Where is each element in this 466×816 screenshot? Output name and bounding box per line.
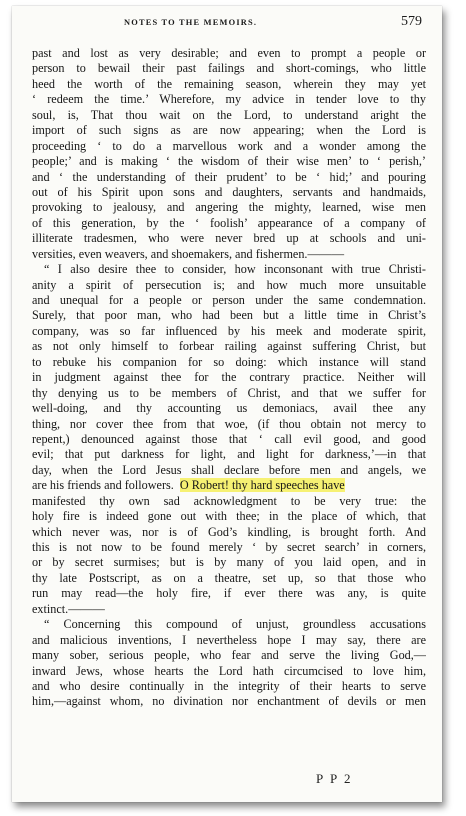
body-text <box>32 46 426 710</box>
text-line: illiterate tradesmen, who were never bred up at schools and uni- <box>32 231 426 246</box>
text-line: versities, even weavers, and shoemakers, and fishermen.——— <box>32 246 345 261</box>
text-line: evil; that put darkness for light, and light for darkness,’—in that <box>32 447 426 462</box>
text-line: inward Jews, whose hearts the Lord hath circumcised to love him, <box>32 663 426 678</box>
signature-mark: P P 2 <box>316 771 353 786</box>
text-line: which never was, nor is of God’s kindling, is brought forth. And <box>32 524 426 539</box>
text-line: and unequal for a people or person under the same condemnation. <box>32 293 426 307</box>
text-line: person to bewail their past failings and short-comings, who little <box>32 61 426 76</box>
text-line: “ I also desire thee to consider, how inconsonant with true Christi- <box>44 262 426 277</box>
text-line: company, was so far influenced by his meek and moderate spirit, <box>32 323 426 338</box>
text-line: heed the worth of the remaining season, wherein they may yet <box>32 76 426 91</box>
text-line: thy denying us to be members of Christ, and that we suffer for <box>32 385 426 400</box>
text-line: repent,) denounced against those that ‘ call evil good, and good <box>32 431 426 446</box>
text-line: past and lost as very desirable; and even to prompt a people or <box>32 46 426 60</box>
text-line: in judgment against thee for the contrary practice. Neither will <box>32 370 426 385</box>
text-line: “ Concerning this compound of unjust, groundless accusations <box>44 617 426 632</box>
text-line: import of such signs as are now appearing; when the Lord is <box>32 123 426 138</box>
text-line: anity a spirit of persecution is; and how much more unsuitable <box>32 277 426 292</box>
text-line-with-highlight <box>32 478 426 493</box>
text-line: proceeding ‘ to do a marvellous work and a wonder among the <box>32 138 426 153</box>
text-line: this is not now to be found merely ‘ by secret search’ in corners, <box>32 540 426 554</box>
text-line: of this generation, by the ‘ foolish’ appearance of a company of <box>32 215 426 230</box>
page-header <box>32 14 424 34</box>
text-line: soul, is, That thou wait on the Lord, to understand aright the <box>32 107 426 122</box>
text-line: many sober, serious people, who fear and serve the living God,— <box>32 648 426 663</box>
page-number: 579 <box>401 14 422 29</box>
text-line: as not only himself to forbear railing against suffering Christ, but <box>32 339 426 354</box>
text-line: run may read—the holy fire, if ever there was any, is quite <box>32 586 426 601</box>
text-line: to rebuke his companion for so doing: which instance will stand <box>32 354 426 369</box>
text-line: thy late Postscript, as on a theatre, set up, so that those who <box>32 570 426 585</box>
text-line: and ‘ the understanding of their prudent’ to be ‘ hid;’ and pouring <box>32 169 426 184</box>
text-line: holy fire is indeed gone out with thee; in the place of which, that <box>32 509 426 524</box>
text-line: thing, nor cover thee from that woe, (if thou obtain not mercy to <box>32 416 426 431</box>
text-line: manifested thy own sad acknowledgment to be very true: the <box>32 493 426 508</box>
text-line: Surely, that poor man, who had been but a little time in Christ’s <box>32 308 426 323</box>
book-page <box>12 6 442 802</box>
text-fragment: are his friends and followers. <box>32 478 174 493</box>
text-line: people;’ and is making ‘ the wisdom of their wise men’ to ‘ perish,’ <box>32 154 426 169</box>
highlighted-passage[interactable]: O Robert! thy hard speeches have <box>179 478 345 493</box>
text-line: provoking to jealousy, and angering the mighty, learned, wise men <box>32 200 426 215</box>
running-head: NOTES TO THE MEMOIRS. <box>124 18 258 27</box>
text-line: out of his Spirit upon sons and daughters, servants and handmaids, <box>32 184 426 199</box>
text-line: extinct.——— <box>32 601 105 616</box>
text-line: ‘ redeem the time.’ Wherefore, my advice in tender love to thy <box>32 92 426 107</box>
text-line: or by secret surmises; but is by many of you laid open, and in <box>32 555 426 570</box>
text-line: well-doing, and thy accounting us demoniacs, avail thee any <box>32 401 426 416</box>
text-line: and malicious inventions, I nevertheless hope I may say, there are <box>32 632 426 647</box>
text-line: day, when the Lord Jesus shall declare before men and angels, we <box>32 462 426 477</box>
text-line: and who desire continually in the integrity of their hearts to serve <box>32 678 426 693</box>
text-line: him,—against whom, no divination nor enchantment of devils or men <box>32 694 426 709</box>
